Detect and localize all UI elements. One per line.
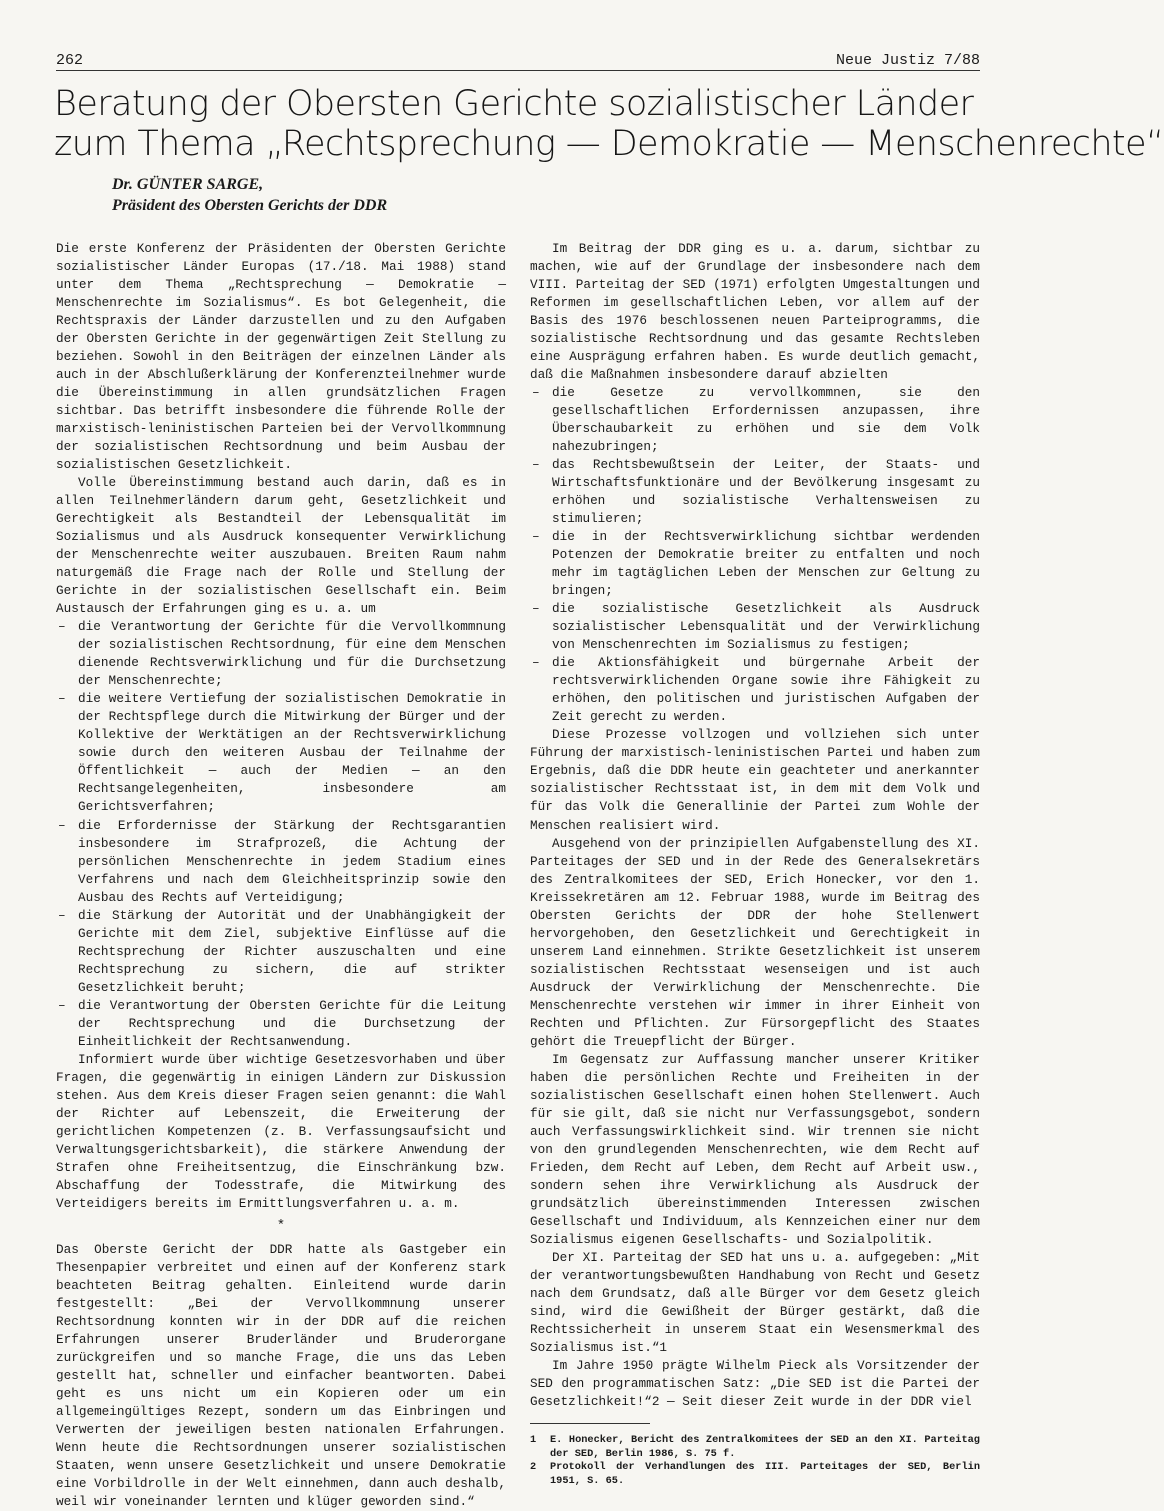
page-number: 262	[56, 52, 84, 69]
footnotes	[530, 1434, 980, 1488]
footnote-number: 1	[530, 1434, 537, 1447]
author-name: Dr. GÜNTER SARGE,	[112, 176, 264, 193]
title-line-2: zum Thema „Rechtsprechung — Demokratie — Menschenrechte“	[54, 124, 1164, 164]
topic-list	[56, 618, 506, 1050]
list-item: – die Stärkung der Autorität und der Unabhängigkeit der Gerichte mit dem Ziel, subjektive Einflüsse auf die Rechtsprechung der Richter auszuschalten und eine Rechtsprechung zu sichern, die auf strikter Gesetzlichkeit beruht;	[56, 907, 506, 997]
header-rule	[56, 70, 980, 71]
right-column	[530, 240, 980, 1488]
paragraph: Im Jahre 1950 prägte Wilhelm Pieck als Vorsitzender der SED den programmatischen Satz: „Die SED ist die Partei der Gesetzlichkeit!“2 — Seit dieser Zeit wurde in der DDR viel	[530, 1357, 980, 1409]
paragraph: Informiert wurde über wichtige Gesetzesvorhaben und über Fragen, die gegenwärtig in einigen Ländern zur Diskussion stehen. Aus dem Kreis dieser Fragen seien genannt: die Wahl der Richter auf Lebenszeit, die Erweiterung der gerichtlichen Kompetenzen (z. B. Verfassungsaufsicht und Verwaltungsgerichtsbarkeit), die stärkere Anwendung der Strafen ohne Freiheitsentzug, die Einschränkung bzw. Abschaffung der Todesstrafe, die Mitwirkung des Verteidigers bereits im Ermittlungsverfahren u. a. m.	[56, 1051, 506, 1211]
list-item: – die weitere Vertiefung der sozialistischen Demokratie in der Rechtspflege durch die Mitwirkung der Bürger und der Kollektive der Werktätigen an der Rechtsverwirklichung sowie durch den weiteren Ausbau der Teilnahme der Öffentlichkeit — auch der Medien — an den Rechtsangelegenheiten, insbesondere am Gerichtsverfahren;	[56, 690, 506, 816]
list-item: – das Rechtsbewußtsein der Leiter, der Staats- und Wirtschaftsfunktionäre und der Bevölkerung insgesamt zu erhöhen und sozialistische Verhaltensweisen zu stimulieren;	[530, 456, 980, 528]
list-item: – die Erfordernisse der Stärkung der Rechtsgarantien insbesondere im Strafprozeß, die Achtung der persönlichen Menschenrechte in jedem Stadium eines Verfahrens und nach dem Gleichheitsprinzip sowie den Ausbau des Rechts auf Verteidigung;	[56, 817, 506, 907]
author-block	[112, 174, 712, 216]
list-item: – die sozialistische Gesetzlichkeit als Ausdruck sozialistischer Lebensqualität und der Verwirklichung von Menschenrechten im Sozialismus zu festigen;	[530, 600, 980, 654]
footnote-rule	[530, 1423, 650, 1424]
title-line-1: Beratung der Obersten Gerichte sozialistischer Länder	[54, 84, 974, 124]
paragraph: Ausgehend von der prinzipiellen Aufgabenstellung des XI. Parteitages der SED und in der Rede des Generalsekretärs des Zentralkomitees der SED, Erich Honecker, vor den 1. Kreissekretären am 12. Februar 1988, wurde im Beitrag des Obersten Gerichts der DDR der hohe Stellenwert hervorgehoben, den Gesetzlichkeit und Gerechtigkeit in unserem Land einnehmen. Strikte Gesetzlichkeit ist unserem sozialistischen Rechtsstaat wesenseigen und ist auch Ausdruck der Verwirklichung der Menschenrechte. Die Menschenrechte verstehen wir immer in ihrer Einheit von Rechten und Pflichten. Zur Fürsorgepflicht des Staates gehört die Treuepflicht der Bürger.	[530, 835, 980, 1049]
list-item: – die Gesetze zu vervollkommnen, sie den gesellschaftlichen Erfordernissen anzupassen, ihre Überschaubarkeit zu erhöhen und sie dem Volk nahezubringen;	[530, 384, 980, 456]
journal-issue: Neue Justiz 7/88	[835, 52, 980, 69]
paragraph: Diese Prozesse vollzogen und vollziehen sich unter Führung der marxistisch-leninistischen Partei und haben zum Ergebnis, daß die DDR heute ein geachteter und anerkannter sozialistischer Rechtsstaat ist, in dem mit dem Volk und für das Volk die Generallinie der Partei zum Wohle der Menschen realisiert wird.	[530, 727, 980, 833]
footnote-number: 2	[530, 1461, 537, 1474]
footnote	[530, 1461, 980, 1488]
list-item: – die Verantwortung der Gerichte für die Vervollkommnung der sozialistischen Rechtsordnung, für eine dem Menschen dienende Rechtsverwirklichung und für die Durchsetzung der Menschenrechte;	[56, 618, 506, 690]
author-role: Präsident des Obersten Gerichts der DDR	[112, 197, 388, 214]
footnote	[530, 1434, 980, 1461]
section-separator: *	[276, 1217, 286, 1234]
list-item: – die Verantwortung der Obersten Gerichte für die Leitung der Rechtsprechung und die Durchsetzung der Einheitlichkeit der Rechtsanwendung.	[56, 997, 506, 1051]
paragraph: Das Oberste Gericht der DDR hatte als Gastgeber ein Thesenpapier verbreitet und einen auf der Konferenz stark beachteten Beitrag gehalten. Einleitend wurde darin festgestellt: „Bei der Vervollkommnung unserer Rechtsordnung konnten wir in der DDR auf die reichen Erfahrungen unserer Bruderländer und Bruderorgane zurückgreifen und so manche Frage, die uns das Leben gestellt hat, schneller und einfacher beantworten. Dabei geht es uns nicht um ein Kopieren oder um ein allgemeingültiges Rezept, sondern um das Einbringen und Verwerten der jeweiligen besten nationalen Erfahrungen. Wenn heute die Rechtsordnungen unserer sozialistischen Staaten, wenn unsere Gesetzlichkeit und unsere Demokratie eine Vorbildrolle in der Welt einnehmen, dann auch deshalb, weil wir voneinander lernten und klüger geworden sind.“	[56, 1241, 506, 1510]
list-item: – die in der Rechtsverwirklichung sichtbar werdenden Potenzen der Demokratie breiter zu entfalten und noch mehr im tagtäglichen Leben der Menschen zur Geltung zu bringen;	[530, 528, 980, 600]
list-item: – die Aktionsfähigkeit und bürgernahe Arbeit der rechtsverwirklichenden Organe sowie ihre Fähigkeit zu erhöhen, den politischen und juristischen Aufgaben der Zeit gerecht zu werden.	[530, 654, 980, 726]
footnote-text: E. Honecker, Bericht des Zentralkomitees der SED an den XI. Parteitag der SED, Berlin 1986, S. 75 f.	[550, 1434, 980, 1460]
paragraph: Volle Übereinstimmung bestand auch darin, daß es in allen Teilnehmerländern darum geht, Gesetzlichkeit und Gerechtigkeit als Bestandteil der Lebensqualität im Sozialismus und als Ausdruck konsequenter Verwirklichung der Menschenrechte weiter auszubauen. Breiten Raum nahm naturgemäß die Frage nach der Rolle und Stellung der Gerichte in der sozialistischen Gesellschaft ein. Beim Austausch der Erfahrungen ging es u. a. um	[56, 475, 506, 617]
left-column	[56, 240, 506, 1511]
footnote-text: Protokoll der Verhandlungen des III. Parteitages der SED, Berlin 1951, S. 65.	[550, 1461, 980, 1487]
paragraph: Im Gegensatz zur Auffassung mancher unserer Kritiker haben die persönlichen Rechte und Freiheiten in der sozialistischen Gesellschaft einen hohen Stellenwert. Auch für sie gilt, daß sie nicht nur Verfassungsgebot, sondern auch Verfassungswirklichkeit sind. Wir trennen sie nicht von den grundlegenden Menschenrechten, wie dem Recht auf Frieden, dem Recht auf Leben, dem Recht auf Arbeit usw., sondern sehen ihre Verwirklichung als Ausdruck der grundsätzlich übereinstimmenden Interessen zwischen Gesellschaft und Individuum, als Kennzeichen einer nur dem Sozialismus eigenen Gesellschafts- und Sozialpolitik.	[530, 1051, 980, 1247]
paragraph: Die erste Konferenz der Präsidenten der Obersten Gerichte sozialistischer Länder Europas (17./18. Mai 1988) stand unter dem Thema „Rechtsprechung — Demokratie — Menschenrechte im Sozialismus“. Es bot Gelegenheit, die Rechtspraxis der Länder darzustellen und zu den Aufgaben der Obersten Gerichte in der gegenwärtigen Zeit Stellung zu beziehen. Sowohl in den Beiträgen der einzelnen Länder als auch in der Abschlußerklärung der Konferenzteilnehmer wurde die Übereinstimmung in allen grundsätzlichen Fragen sichtbar. Das betrifft insbesondere die führende Rolle der marxistisch-leninistischen Parteien bei der Vervollkommnung der sozialistischen Rechtsordnung und beim Ausbau der sozialistischen Gesetzlichkeit.	[56, 241, 506, 473]
paragraph: Im Beitrag der DDR ging es u. a. darum, sichtbar zu machen, wie auf der Grundlage der insbesondere nach dem VIII. Parteitag der SED (1971) erfolgten Umgestaltungen und Reformen im gesellschaftlichen Leben, vor allem auf der Basis des 1976 beschlossenen neuen Parteiprogramms, die sozialistische Rechtsordnung und das gesamte Rechtsleben eine Ausprägung erfahren haben. Es wurde deutlich gemacht, daß die Maßnahmen insbesondere darauf abzielten	[530, 241, 980, 383]
paragraph: Der XI. Parteitag der SED hat uns u. a. aufgegeben: „Mit der verantwortungsbewußten Handhabung von Recht und Gesetz nach dem Grundsatz, daß alle Bürger vor dem Gesetz gleich sind, wird die Gewißheit der Bürger gestärkt, daß die Rechtssicherheit in unserem Staat ein Wesensmerkmal des Sozialismus ist.“1	[530, 1249, 980, 1355]
article-title	[54, 84, 1164, 164]
goals-list	[530, 384, 980, 726]
